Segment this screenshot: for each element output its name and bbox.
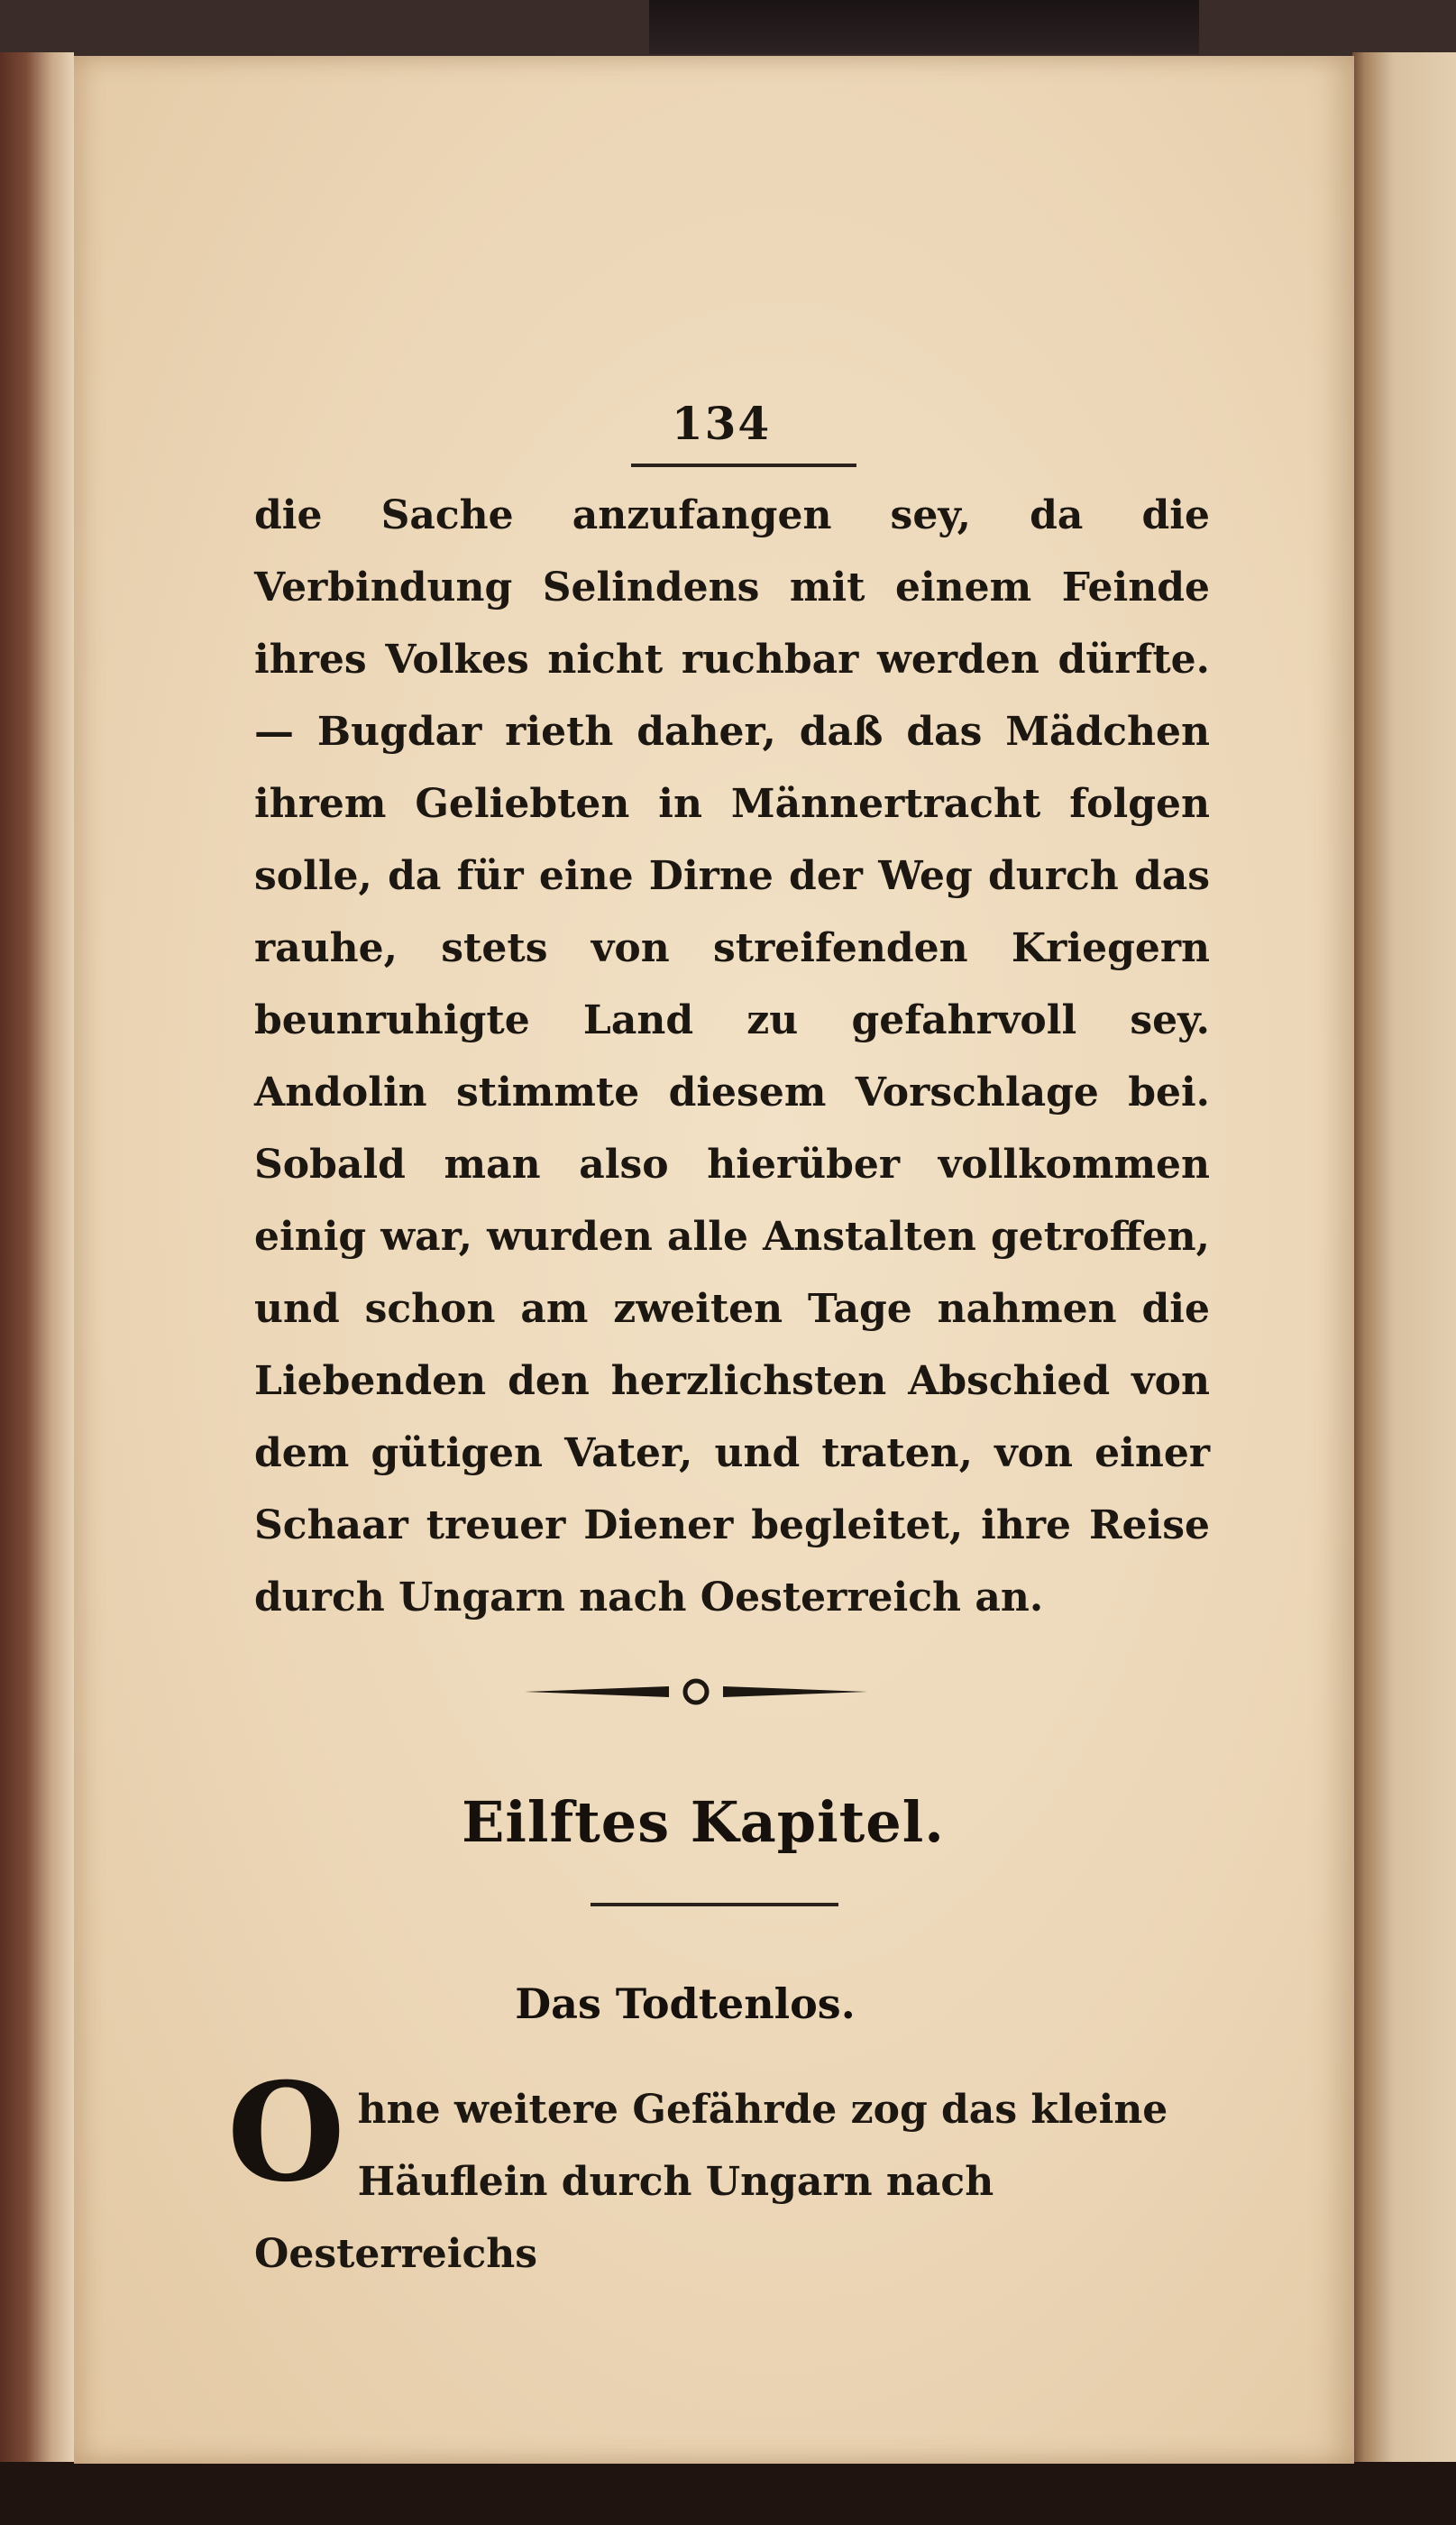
ornament-divider <box>525 1674 867 1710</box>
page-number-rule <box>631 464 856 467</box>
page-number: 134 <box>671 397 772 450</box>
body-paragraph: die Sache anzufangen sey, da die Verbindung Selindens mit einem Feinde ihres Volkes nicht ruchbar werden dürfte. — Bugdar rieth daher, daß das Mädchen ihrem Geliebten in Männertracht folgen solle, da für eine Dirne der Weg durch das rauhe, stets von streifenden Kriegern beunruhigte Land zu gefahrvoll sey. Andolin stimmte diesem Vorschlage bei. Sobald man also hierüber vollkommen einig war, wurden alle Anstalten getroffen, und schon am zweiten Tage nahmen die Liebenden den herzlichsten Abschied von dem gütigen Vater, und traten, von einer Schaar treuer Diener begleitet, ihre Reise durch Ungarn nach Oesterreich an. <box>254 492 1210 1621</box>
bottom-edge <box>0 2462 1456 2525</box>
opening-paragraph <box>227 2053 1210 2291</box>
binding-shadow <box>649 0 1199 54</box>
section-title: Das Todtenlos. <box>515 1979 856 2028</box>
drop-cap: O <box>227 2053 345 2212</box>
chapter-title: Eilftes Kapitel. <box>462 1789 945 1855</box>
opening-text: hne weitere Gefährde zog das kleine Häuflein durch Ungarn nach Oesterreichs <box>254 2087 1168 2277</box>
left-book-edge <box>0 52 74 2487</box>
right-page-edge <box>1352 52 1456 2487</box>
chapter-title-rule <box>591 1903 838 1906</box>
top-edge <box>0 0 1456 56</box>
